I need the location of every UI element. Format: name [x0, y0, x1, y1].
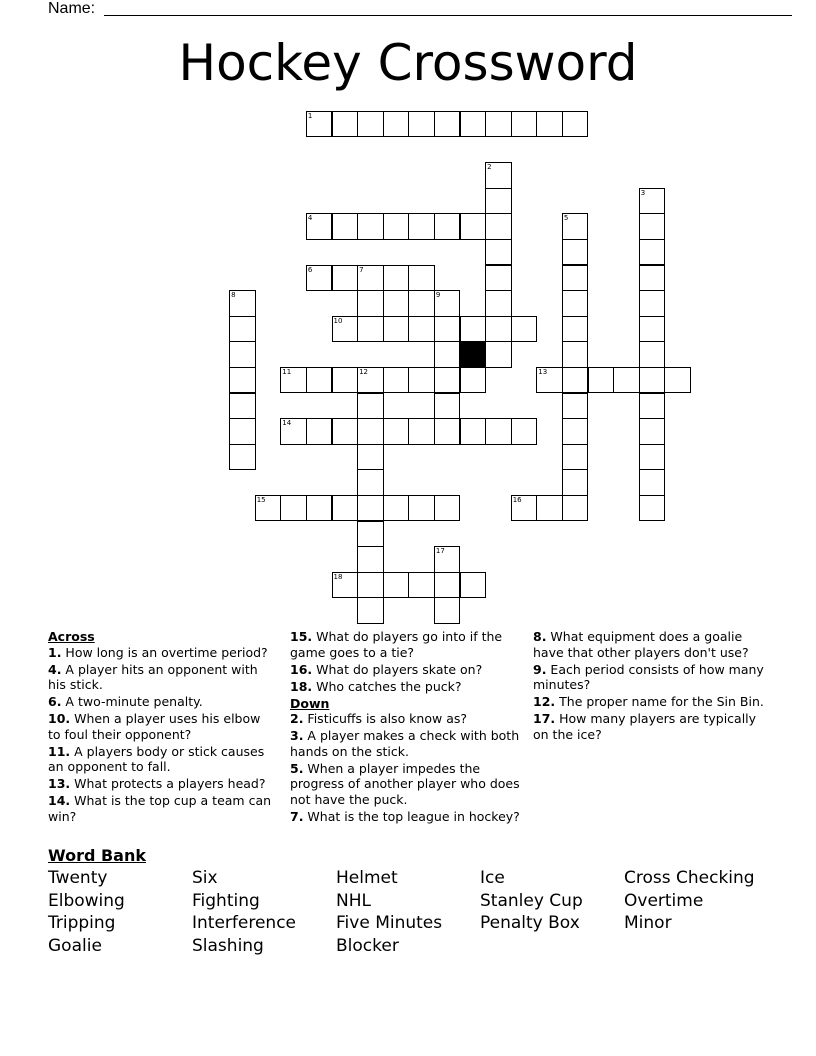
word-bank-item: Fighting: [192, 890, 260, 911]
word-bank-item: Tripping: [48, 913, 116, 934]
grid-cell[interactable]: [485, 265, 512, 292]
name-label: Name:: [48, 0, 96, 17]
grid-cell[interactable]: [229, 290, 256, 317]
grid-cell[interactable]: [408, 316, 435, 343]
grid-cell[interactable]: [434, 597, 461, 624]
grid-cell[interactable]: [332, 265, 359, 292]
word-bank-title: Word Bank: [48, 846, 147, 865]
clue-item-text: How long is an overtime period?: [61, 644, 268, 660]
word-bank-item: Elbowing: [48, 890, 125, 911]
grid-cell[interactable]: [229, 341, 256, 368]
clue-item: [48, 776, 276, 792]
grid-cell[interactable]: [460, 111, 487, 138]
grid-cell[interactable]: [485, 162, 512, 189]
clue-number: 11: [282, 367, 292, 376]
word-bank-item: Six: [192, 868, 218, 888]
clues-column-1: [48, 629, 276, 826]
grid-cell[interactable]: [639, 188, 666, 215]
clue-item: [533, 662, 765, 693]
clue-item-number: 18.: [290, 678, 313, 694]
grid-cell[interactable]: [306, 367, 333, 394]
grid-cell[interactable]: [306, 495, 333, 522]
grid-cell[interactable]: [408, 265, 435, 292]
grid-cell[interactable]: [255, 495, 282, 522]
clue-item-number: 8.: [533, 629, 547, 644]
clue-number: 6: [307, 265, 313, 274]
grid-cell[interactable]: [511, 418, 538, 445]
grid-cell[interactable]: [357, 367, 384, 394]
grid-cell[interactable]: [229, 367, 256, 394]
clue-item-number: 9.: [533, 661, 547, 677]
grid-cell[interactable]: [357, 597, 384, 624]
clue-item: [290, 761, 522, 808]
clue-item-text: What do players go into if the game goes to a tie?: [290, 629, 503, 660]
grid-cell[interactable]: [639, 444, 666, 471]
word-bank-item: Slashing: [192, 935, 264, 956]
clue-number: 8: [231, 291, 236, 300]
grid-cell[interactable]: [485, 111, 512, 138]
clue-item-number: 10.: [48, 711, 71, 726]
clue-item-text: Each period consists of how many minutes?: [533, 661, 764, 692]
clue-item-number: 1.: [48, 644, 62, 660]
grid-cell[interactable]: [536, 367, 563, 394]
grid-cell[interactable]: [383, 418, 410, 445]
grid-cell[interactable]: [639, 290, 666, 317]
clue-item-text: When a player uses his elbow to foul their opponent?: [48, 711, 261, 742]
grid-cell[interactable]: [639, 469, 666, 496]
clue-item-number: 5.: [290, 760, 304, 776]
grid-cell[interactable]: [562, 393, 589, 420]
word-bank-item: Blocker: [336, 935, 399, 956]
page-title: Hockey Crossword: [178, 34, 638, 92]
grid-cell[interactable]: [434, 495, 461, 522]
grid-cell[interactable]: [357, 393, 384, 420]
grid-cell[interactable]: [511, 316, 538, 343]
grid-cell[interactable]: [383, 316, 410, 343]
clue-item: [533, 629, 765, 660]
grid-cell[interactable]: [408, 418, 435, 445]
clue-number: 4: [307, 214, 313, 223]
clue-item-text: Fisticuffs is also know as?: [303, 711, 467, 726]
grid-cell[interactable]: [280, 495, 307, 522]
word-bank-item: NHL: [336, 890, 371, 911]
grid-cell[interactable]: [613, 367, 640, 394]
grid-cell[interactable]: [434, 367, 461, 394]
clue-item: [48, 694, 276, 710]
grid-cell[interactable]: [485, 316, 512, 343]
grid-cell[interactable]: [306, 418, 333, 445]
clue-number: 17: [435, 547, 445, 556]
grid-cell[interactable]: [306, 111, 333, 138]
grid-cell[interactable]: [562, 316, 589, 343]
grid-cell[interactable]: [639, 418, 666, 445]
clue-number: 15: [256, 495, 266, 504]
clues-column-2: [290, 629, 522, 826]
grid-cell[interactable]: [511, 111, 538, 138]
grid-cell[interactable]: [511, 495, 538, 522]
grid-cell[interactable]: [229, 418, 256, 445]
grid-cell[interactable]: [357, 265, 384, 292]
grid-cell[interactable]: [485, 418, 512, 445]
grid-cell[interactable]: [383, 213, 410, 240]
grid-cell[interactable]: [383, 265, 410, 292]
grid-cell[interactable]: [639, 213, 666, 240]
grid-cell[interactable]: [383, 367, 410, 394]
clue-number: 5: [563, 214, 569, 223]
grid-cell[interactable]: [562, 111, 589, 138]
clue-item-text: When a player impedes the progress of another player who does not have the puck.: [290, 760, 520, 807]
grid-cell[interactable]: [357, 418, 384, 445]
grid-cell[interactable]: [562, 367, 589, 394]
clue-item: [48, 793, 276, 824]
clue-number: 9: [435, 291, 441, 300]
word-bank-item: Interference: [192, 913, 297, 934]
clue-item: [533, 711, 765, 742]
grid-cell[interactable]: [332, 495, 359, 522]
grid-cell[interactable]: [460, 367, 487, 394]
grid-cell[interactable]: [434, 111, 461, 138]
grid-cell[interactable]: [562, 290, 589, 317]
clue-item: [290, 711, 522, 727]
grid-cell[interactable]: [639, 495, 666, 522]
grid-cell[interactable]: [434, 213, 461, 240]
grid-block: [460, 341, 487, 368]
clue-item-text: A player makes a check with both hands on the stick.: [290, 728, 520, 759]
clue-item: [48, 662, 276, 693]
clue-item: [48, 744, 276, 775]
grid-cell[interactable]: [332, 213, 359, 240]
grid-cell[interactable]: [357, 546, 384, 573]
clue-item-number: 4.: [48, 661, 62, 677]
clue-number: 1: [307, 111, 313, 120]
grid-cell[interactable]: [562, 239, 589, 266]
grid-cell[interactable]: [664, 367, 691, 394]
grid-cell[interactable]: [229, 316, 256, 343]
grid-cell[interactable]: [357, 316, 384, 343]
clue-item: [290, 629, 522, 660]
grid-cell[interactable]: [383, 290, 410, 317]
word-bank-item: Minor: [624, 913, 672, 934]
grid-cell[interactable]: [588, 367, 615, 394]
word-bank-item: Cross Checking: [624, 868, 755, 888]
grid-cell[interactable]: [332, 316, 359, 343]
word-bank-item: Twenty: [48, 868, 108, 888]
grid-cell[interactable]: [408, 367, 435, 394]
clue-item-number: 7.: [290, 808, 304, 824]
grid-cell[interactable]: [408, 290, 435, 317]
grid-cell[interactable]: [562, 444, 589, 471]
grid-cell[interactable]: [306, 265, 333, 292]
grid-cell[interactable]: [408, 495, 435, 522]
clue-number: 14: [282, 419, 292, 428]
grid-cell[interactable]: [639, 316, 666, 343]
grid-cell[interactable]: [408, 111, 435, 138]
clue-item-text: What do players skate on?: [312, 661, 483, 677]
clues-column-3: [533, 629, 765, 744]
clue-item-text: A two-minute penalty.: [61, 694, 203, 709]
word-bank-item: Penalty Box: [480, 913, 580, 934]
word-bank-item: Five Minutes: [336, 913, 443, 934]
clue-item-number: 15.: [290, 629, 313, 644]
grid-cell[interactable]: [280, 418, 307, 445]
grid-cell[interactable]: [383, 495, 410, 522]
grid-cell[interactable]: [332, 418, 359, 445]
grid-cell[interactable]: [562, 495, 589, 522]
clue-item: [290, 662, 522, 678]
grid-cell[interactable]: [562, 265, 589, 292]
grid-cell[interactable]: [357, 521, 384, 548]
grid-cell[interactable]: [460, 418, 487, 445]
clue-item: [48, 711, 276, 742]
clue-number: 2: [487, 163, 492, 172]
grid-cell[interactable]: [357, 290, 384, 317]
grid-cell[interactable]: [562, 341, 589, 368]
grid-cell[interactable]: [332, 367, 359, 394]
clue-item-text: A player hits an opponent with his stick.: [48, 661, 258, 692]
grid-cell[interactable]: [383, 111, 410, 138]
grid-cell[interactable]: [562, 469, 589, 496]
grid-cell[interactable]: [434, 316, 461, 343]
clue-number: 3: [640, 188, 646, 197]
clue-item-text: Who catches the puck?: [312, 678, 462, 694]
clue-item-number: 13.: [48, 776, 71, 791]
clue-item-number: 2.: [290, 711, 304, 726]
clue-item: [290, 679, 522, 695]
grid-cell[interactable]: [639, 239, 666, 266]
clue-item-text: How many players are typically on the ice?: [533, 711, 757, 742]
word-bank-item: Goalie: [48, 935, 102, 956]
grid-cell[interactable]: [357, 572, 384, 599]
grid-cell[interactable]: [357, 495, 384, 522]
clue-item-number: 6.: [48, 694, 62, 709]
grid-cell[interactable]: [332, 572, 359, 599]
word-bank-item: Helmet: [336, 868, 398, 888]
grid-cell[interactable]: [434, 393, 461, 420]
clue-item-number: 12.: [533, 694, 556, 709]
across-heading: Across: [48, 629, 95, 644]
clue-item-text: The proper name for the Sin Bin.: [555, 694, 764, 709]
grid-cell[interactable]: [485, 341, 512, 368]
clue-item-text: What is the top league in hockey?: [303, 808, 520, 824]
grid-cell[interactable]: [485, 290, 512, 317]
grid-cell[interactable]: [639, 367, 666, 394]
clue-item-number: 11.: [48, 743, 71, 759]
clue-number: 10: [333, 316, 343, 325]
clue-item-number: 17.: [533, 711, 556, 726]
grid-cell[interactable]: [434, 418, 461, 445]
grid-cell[interactable]: [280, 367, 307, 394]
grid-cell[interactable]: [229, 444, 256, 471]
clue-item-text: What protects a players head?: [70, 776, 266, 791]
clue-item: [533, 694, 765, 710]
grid-cell[interactable]: [434, 290, 461, 317]
grid-cell[interactable]: [536, 111, 563, 138]
grid-cell[interactable]: [562, 418, 589, 445]
word-bank-item: Overtime: [624, 890, 704, 911]
clue-item-number: 3.: [290, 728, 304, 743]
clue-number: 7: [359, 265, 364, 274]
grid-cell[interactable]: [639, 393, 666, 420]
down-heading: Down: [290, 695, 330, 711]
clue-item: [290, 809, 522, 825]
grid-cell[interactable]: [306, 213, 333, 240]
grid-cell[interactable]: [434, 546, 461, 573]
grid-cell[interactable]: [562, 213, 589, 240]
grid-cell[interactable]: [460, 316, 487, 343]
clue-number: 18: [333, 572, 343, 581]
grid-cell[interactable]: [357, 213, 384, 240]
grid-cell[interactable]: [639, 265, 666, 292]
grid-cell[interactable]: [536, 495, 563, 522]
clue-item-text: A players body or stick causes an opponent to fall.: [48, 743, 265, 774]
grid-cell[interactable]: [229, 393, 256, 420]
grid-cell[interactable]: [357, 111, 384, 138]
clue-item-text: What equipment does a goalie have that other players don't use?: [533, 629, 749, 660]
grid-cell[interactable]: [408, 213, 435, 240]
clue-number: 12: [359, 367, 369, 376]
clue-item-number: 16.: [290, 661, 313, 677]
grid-cell[interactable]: [485, 239, 512, 266]
clue-number: 16: [512, 495, 522, 504]
grid-cell[interactable]: [485, 213, 512, 240]
grid-cell[interactable]: [434, 341, 461, 368]
grid-cell[interactable]: [408, 572, 435, 599]
grid-cell[interactable]: [639, 341, 666, 368]
grid-cell[interactable]: [460, 572, 487, 599]
grid-cell[interactable]: [460, 213, 487, 240]
grid-cell[interactable]: [434, 572, 461, 599]
grid-cell[interactable]: [383, 572, 410, 599]
clue-item: [48, 645, 276, 661]
clue-number: 13: [538, 367, 548, 376]
grid-cell[interactable]: [357, 469, 384, 496]
clue-item: [290, 728, 522, 759]
grid-cell[interactable]: [357, 444, 384, 471]
clue-item-text: What is the top cup a team can win?: [48, 793, 272, 824]
grid-cell[interactable]: [485, 188, 512, 215]
grid-cell[interactable]: [332, 111, 359, 138]
word-bank-item: Stanley Cup: [480, 890, 583, 911]
word-bank-item: Ice: [480, 868, 505, 888]
clue-item-number: 14.: [48, 793, 71, 808]
